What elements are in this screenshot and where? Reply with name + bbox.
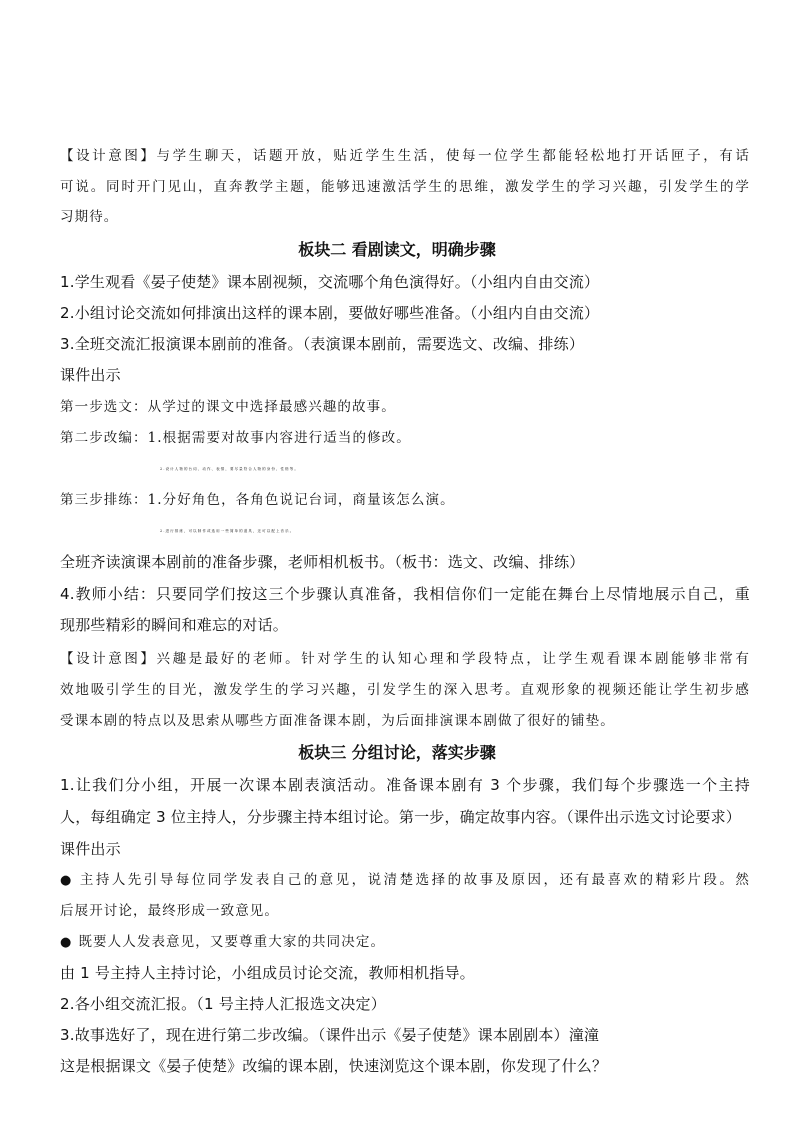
design-intent-line: 效地吸引学生的目光，激发学生的学习兴趣，引发学生的深入思考。直观形象的视频还能让学生初步感 <box>60 682 750 698</box>
paragraph: 人，每组确定 3 位主持人，分步骤主持本组讨论。第一步，确定故事内容。（课件出示选文讨论要求） <box>60 808 741 826</box>
step-line: 第一步选文：从学过的课文中选择最感兴趣的故事。 <box>60 399 396 415</box>
courseware-label: 课件出示 <box>60 366 121 384</box>
design-intent-line: 【设计意图】兴趣是最好的老师。针对学生的认知心理和学段特点，让学生观看课本剧能够非常有 <box>60 651 750 667</box>
bullet-item <box>60 931 750 954</box>
design-intent-line: 【设计意图】与学生聊天，话题开放，贴近学生生活，使每一位学生都能轻松地打开话匣子，有话 <box>60 148 750 164</box>
step-line: 第二步改编：1.根据需要对故事内容进行适当的修改。 <box>60 430 411 446</box>
section-heading: 板块三 分组讨论，落实步骤 <box>298 743 496 762</box>
bullet-icon: ● <box>60 873 73 888</box>
paragraph <box>60 1024 750 1046</box>
paragraph: 这是根据课文《晏子使楚》改编的课本剧，快速浏览这个课本剧，你发现了什么？ <box>60 1057 608 1075</box>
design-intent-line: 习期待。 <box>60 209 119 225</box>
bullet-text: 主持人先引导每位同学发表自己的意见，说清楚选择的故事及原因，还有最喜欢的精彩片段。然 <box>78 872 750 888</box>
section-heading: 板块二 看剧读文，明确步骤 <box>298 240 496 259</box>
summary-line: 现那些精彩的瞬间和难忘的对话。 <box>60 616 289 634</box>
paragraph: 2.各小组交流汇报。（1 号主持人汇报选文决定） <box>60 995 386 1013</box>
step-line: 2.进行排练，可以制作或选用一些简单的道具，还可以配上音乐。 <box>160 529 295 533</box>
summary-line: 4.教师小结：只要同学们按这三个步骤认真准备，我相信你们一定能在舞台上尽情地展示自己，重 <box>60 585 750 603</box>
bullet-item <box>60 869 750 892</box>
paragraph-text: 3.故事选好了，现在进行第二步改编。（课件出示《晏子使楚》课本剧剧本） <box>60 1026 569 1044</box>
paragraph-tail: 潼潼 <box>568 1026 600 1044</box>
paragraph: 3.全班交流汇报演课本剧前的准备。（表演课本剧前，需要选文、改编、排练） <box>60 335 585 353</box>
step-line: 第三步排练：1.分好角色，各角色说记台词，商量该怎么演。 <box>60 492 455 508</box>
step-line: 2.设计人物的台词、动作、表情，要尽量符合人物的身份、性格等。 <box>160 467 299 471</box>
paragraph: 2.小组讨论交流如何排演出这样的课本剧，要做好哪些准备。（小组内自由交流） <box>60 304 600 322</box>
bullet-icon: ● <box>60 935 73 950</box>
bullet-continuation: 后展开讨论，最终形成一致意见。 <box>60 903 279 919</box>
paragraph: 1.学生观看《晏子使楚》课本剧视频，交流哪个角色演得好。（小组内自由交流） <box>60 273 600 291</box>
design-intent-line: 可说。同时开门见山，直奔教学主题，能够迅速激活学生的思维，激发学生的学习兴趣，引发学生的学 <box>60 179 750 195</box>
design-intent-line: 受课本剧的特点以及思索从哪些方面准备课本剧，为后面排演课本剧做了很好的铺垫。 <box>60 713 615 729</box>
paragraph: 1.让我们分小组，开展一次课本剧表演活动。准备课本剧有 3 个步骤，我们每个步骤选一个主持 <box>60 776 750 794</box>
courseware-label: 课件出示 <box>60 840 121 858</box>
paragraph: 由 1 号主持人主持讨论，小组成员讨论交流，教师相机指导。 <box>60 964 475 982</box>
paragraph: 全班齐读演课本剧前的准备步骤，老师相机板书。（板书：选文、改编、排练） <box>60 553 585 571</box>
bullet-text: 既要人人发表意见，又要尊重大家的共同决定。 <box>78 934 386 950</box>
